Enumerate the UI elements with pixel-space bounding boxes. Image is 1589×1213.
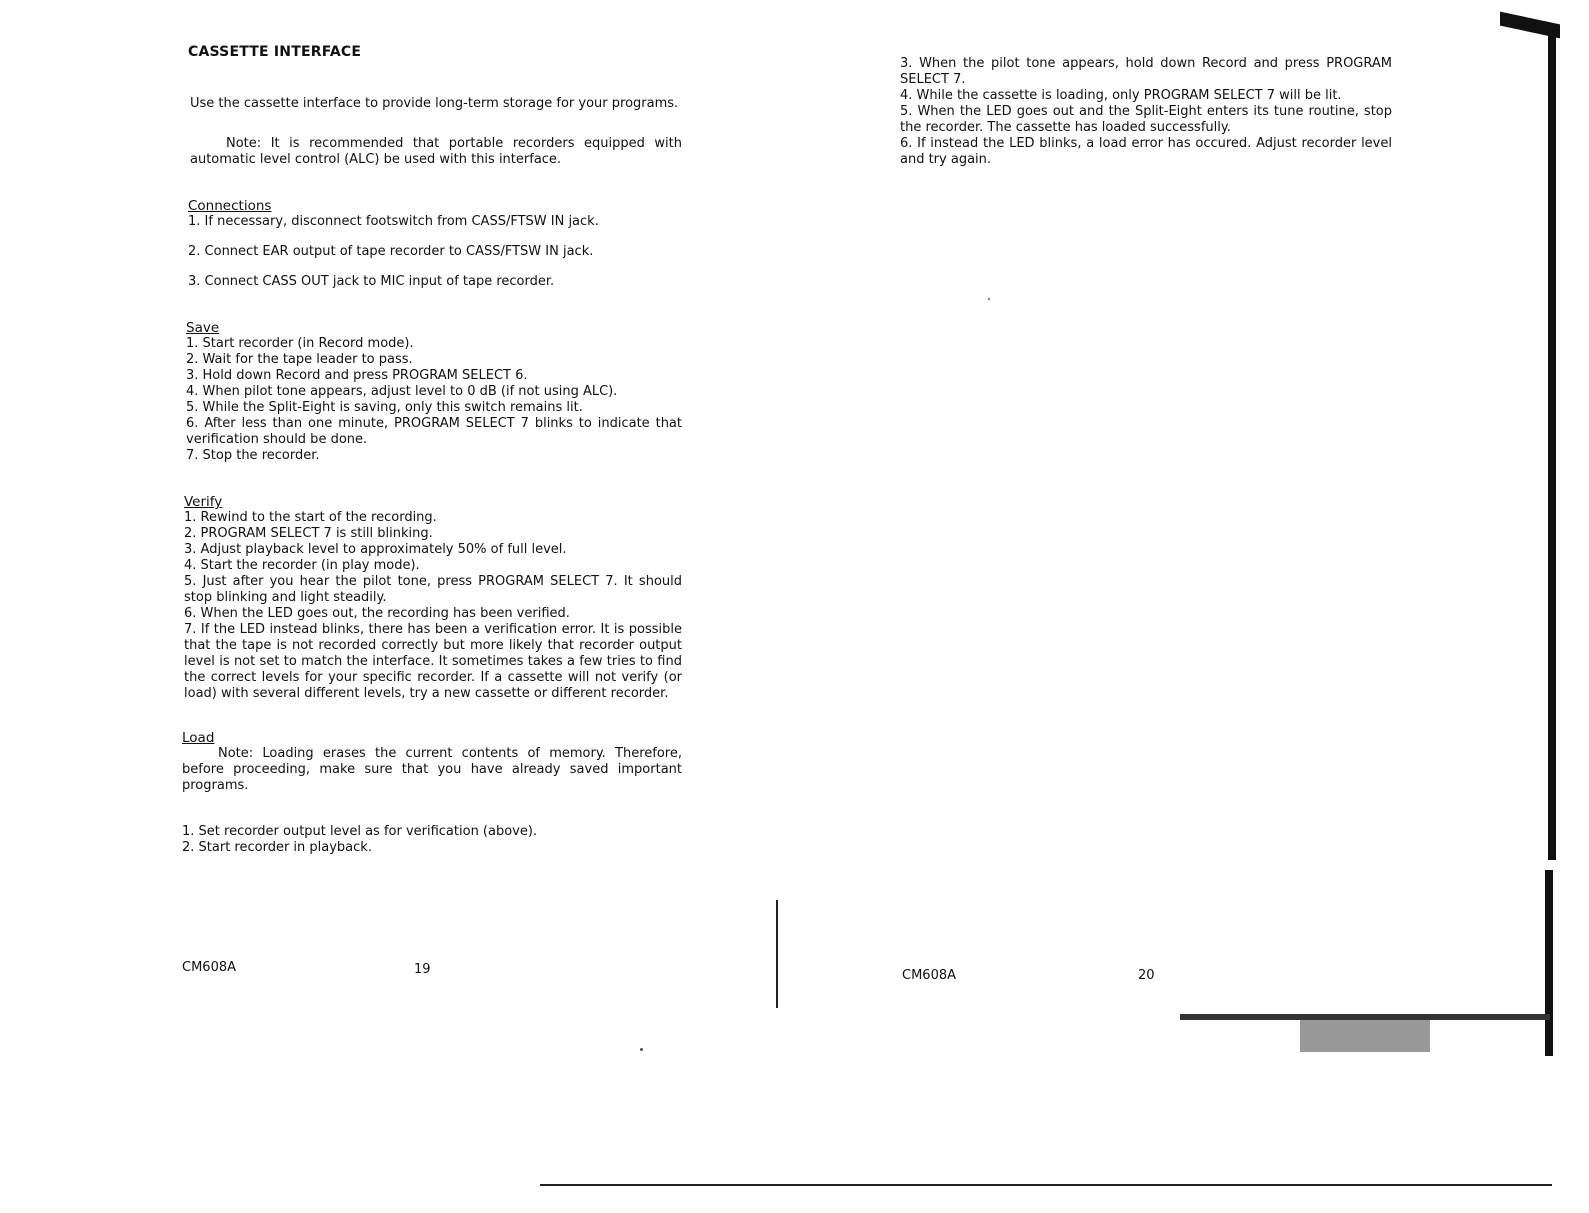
load-item-3: 3. When the pilot tone appears, hold down Record and press PROGRAM SELECT 7. (900, 56, 1392, 87)
speck (988, 298, 990, 300)
intro-paragraph: Use the cassette interface to provide long-term storage for your programs. (190, 96, 679, 111)
load-heading: Load (182, 730, 215, 746)
page-title: CASSETTE INTERFACE (188, 44, 362, 60)
connections-item-2: 2. Connect EAR output of tape recorder to CASS/FTSW IN jack. (188, 244, 594, 259)
save-item-3: 3. Hold down Record and press PROGRAM SELECT 6. (186, 368, 528, 383)
load-item-6: 6. If instead the LED blinks, a load error has occured. Adjust recorder level and try again. (900, 136, 1392, 167)
verify-item-4: 4. Start the recorder (in play mode). (184, 558, 420, 573)
speck (640, 1048, 643, 1051)
left-footer-page-number: 19 (414, 962, 431, 977)
verify-section (184, 494, 682, 702)
save-heading: Save (186, 320, 220, 336)
load-note: Note: Loading erases the current contents of memory. Therefore, before proceeding, make sure that you have already saved important programs. (182, 746, 682, 793)
verify-item-3: 3. Adjust playback level to approximately 50% of full level. (184, 542, 567, 557)
right-footer-model: CM608A (902, 968, 956, 983)
bottom-scan-line (540, 1184, 1552, 1186)
left-page (182, 44, 682, 856)
connections-section (188, 198, 682, 290)
connections-item-1: 1. If necessary, disconnect footswitch from CASS/FTSW IN jack. (188, 214, 599, 229)
corner-fold (1500, 12, 1560, 39)
save-item-4: 4. When pilot tone appears, adjust level to 0 dB (if not using ALC). (186, 384, 618, 399)
left-footer-model: CM608A (182, 960, 236, 975)
save-item-6: 6. After less than one minute, PROGRAM SELECT 7 blinks to indicate that verification should be done. (186, 416, 682, 447)
bottom-smudge (1300, 1020, 1430, 1052)
verify-heading: Verify (184, 494, 223, 510)
verify-item-6: 6. When the LED goes out, the recording has been verified. (184, 606, 570, 621)
save-item-5: 5. While the Split-Eight is saving, only this switch remains lit. (186, 400, 583, 415)
load-item-1: 1. Set recorder output level as for verification (above). (182, 824, 538, 839)
connections-heading: Connections (188, 198, 272, 214)
alc-note: Note: It is recommended that portable recorders equipped with automatic level control (ALC) be used with this interface. (190, 136, 682, 167)
load-section (182, 730, 682, 856)
verify-item-7: 7. If the LED instead blinks, there has been a verification error. It is possible that the tape is not recorded correctly but more likely that recorder output level is not set to match the interface. It sometimes takes a few tries to find the correct levels for your specific recorder. If a cassette will not verify (or load) with several different levels, try a new cassette or different recorder. (184, 622, 682, 701)
right-footer-page-number: 20 (1138, 968, 1155, 983)
save-section (186, 320, 682, 464)
load-item-4: 4. While the cassette is loading, only PROGRAM SELECT 7 will be lit. (900, 88, 1342, 103)
page-gutter-line (776, 900, 778, 1008)
right-edge-shadow (1548, 30, 1556, 860)
load-item-2: 2. Start recorder in playback. (182, 840, 372, 855)
save-item-1: 1. Start recorder (in Record mode). (186, 336, 414, 351)
right-edge-shadow-lower (1545, 870, 1553, 1056)
verify-item-2: 2. PROGRAM SELECT 7 is still blinking. (184, 526, 433, 541)
connections-item-3: 3. Connect CASS OUT jack to MIC input of tape recorder. (188, 274, 555, 289)
verify-item-1: 1. Rewind to the start of the recording. (184, 510, 437, 525)
save-item-2: 2. Wait for the tape leader to pass. (186, 352, 413, 367)
right-page (900, 56, 1392, 168)
load-item-5: 5. When the LED goes out and the Split-Eight enters its tune routine, stop the recorder. The cassette has loaded successfully. (900, 104, 1392, 135)
save-item-7: 7. Stop the recorder. (186, 448, 320, 463)
verify-item-5: 5. Just after you hear the pilot tone, press PROGRAM SELECT 7. It should stop blinking and light steadily. (184, 574, 682, 605)
